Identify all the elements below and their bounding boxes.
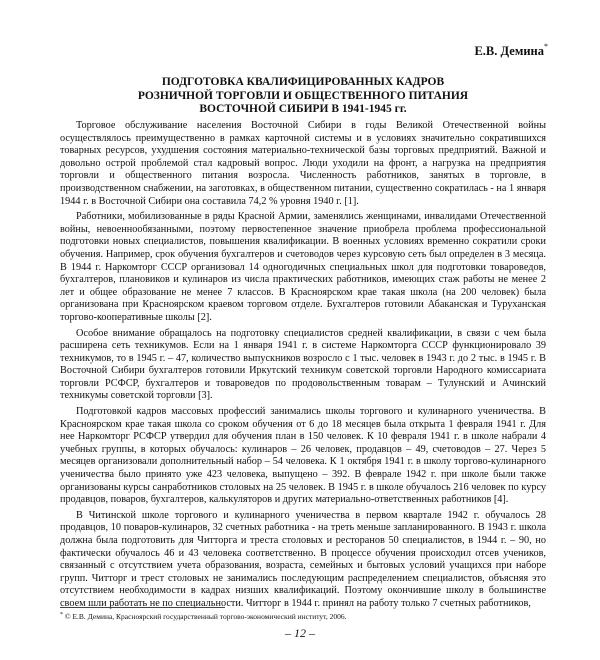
paragraph-4: Подготовкой кадров массовых профессий занимались школы торгового и кулинарного ученичества. В Красноярском крае такая школа со сроком обучения от 6 до 18 месяцев была открыта 1 февраля 1941 г. Для нее Наркомторг РСФСР утвердил для обучения план в 150 человек. К 10 февраля 1941 г. в школе набрали 4 учебных группы, в которых обучалось: кулинаров – 26 человек, продавцов – 49, счетоводов – 27. Через 5 месяцев организовали дополнительный набор – 54 человека. К 1 октября 1941 г. в школу торгово-кулинарного ученичества было принято уже 423 человека, выпущено – 392. В феврале 1942 г. при школе были также организованы курсы санработников столовых на 25 человек. В 1945 г. в школе обучалось 216 человек по курсу продавцов, поваров, бухгалтеров, калькуляторов и других материально-ответственных работников [4]. bbox=[60, 406, 546, 506]
title-line-3: ВОСТОЧНОЙ СИБИРИ В 1941-1945 гг. bbox=[199, 103, 407, 115]
footnote-text: © Е.В. Демина, Красноярский государственный торгово-экономический институт, 2006. bbox=[64, 612, 347, 621]
article-body bbox=[60, 120, 546, 614]
article-title bbox=[60, 76, 546, 117]
title-line-1: ПОДГОТОВКА КВАЛИФИЦИРОВАННЫХ КАДРОВ bbox=[161, 76, 445, 88]
author-name bbox=[474, 42, 548, 59]
paragraph-5: В Читинской школе торгового и кулинарного ученичества в первом квартале 1942 г. обучалось 28 продавцов, 10 поваров-кулинаров, 32 счетных работника - на треть меньше запланированного. В 1943 г. школа должна была подготовить для Читторга и треста столовых и ресторанов 50 специалистов, в 1944 г. – 90, но фактически обучалось 46 и 43 человека соответственно. В процессе обучения происходил отсев учеников, связанный с отсутствием учета образования, возраста, семейных и бытовых условий учащихся при наборе групп. Читторг и трест столовых не занимались последующим распределением специалистов, объясняя это отсутствием необходимости в кадрах низших квалификаций. Поэтому окончившие школу в большинстве своем шли работать не по специальности. Читторг в 1944 г. принял на работу только 7 счетных работников, bbox=[60, 509, 546, 609]
paragraph-1: Торговое обслуживание населения Восточной Сибири в годы Великой Отечественной войны осуществлялось преимущественно в рамках карточной системы и в условиях значительно сократившихся товарных ресурсов, ухудшения состояния материально-технической базы торговых предприятий. Важной и довольно острой проблемой стал кадровый вопрос. Люди уходили на фронт, а нагрузка на предприятия торговли и общественного питания возросла. Численность работников, занятых в торговле, в производственном снабжении, на заготовках, в общественном питании, существенно сократилась - на 1 января 1944 г. в Восточной Сибири она составила 74,2 % уровня 1940 г. [1]. bbox=[60, 120, 546, 207]
footnote-marker: * bbox=[60, 612, 63, 618]
author-footnote-marker: * bbox=[544, 42, 548, 51]
footnote bbox=[60, 611, 546, 621]
author-text: Е.В. Демина bbox=[474, 44, 544, 58]
footnote-divider bbox=[60, 607, 225, 608]
title-line-2: РОЗНИЧНОЙ ТОРГОВЛИ И ОБЩЕСТВЕННОГО ПИТАНИЯ bbox=[137, 89, 469, 102]
page-number: – 12 – bbox=[285, 626, 315, 640]
paragraph-2: Работники, мобилизованные в ряды Красной Армии, заменялись женщинами, инвалидами Отечественной войны, невоеннообязанными, поэтому первостепенное значение приобрела проблема профессиональной подготовки новых специалистов, повышения квалификации. В военных условиях временно сократили сроки обучения. Например, срок обучения бухгалтеров и счетоводов через курсовую сеть был определен в 3 месяца. В 1944 г. Наркомторг СССР организовал 14 одногодичных специальных школ для подготовки товароведов, бухгалтеров, плановиков и кулинаров из числа практических работников, имеющих стаж работы не менее 2 лет и общее образование не менее 7 классов. В Красноярском крае такая школа (на 200 человек) была организована при Красноярском краевом торговом отделе. Бухгалтеров готовили Абаканская и Туруханская торгово-кооперативные школы [2]. bbox=[60, 211, 546, 323]
paragraph-3: Особое внимание обращалось на подготовку специалистов средней квалификации, в связи с чем была расширена сеть техникумов. Если на 1 января 1941 г. в системе Наркомторга СССР функционировало 39 техникумов, то в 1945 г. – 47, количество выпускников возросло с 1 тыс. человек в 1943 г. до 2 тыс. в 1945 г. В Восточной Сибири бухгалтеров готовили Иркутский техникум советской торговли Народного комиссариата торговли РСФСР, бухгалтеров и товароведов по продовольственным товарам – Тулунский и Ачинский техникумы советской торговли [3]. bbox=[60, 327, 546, 402]
